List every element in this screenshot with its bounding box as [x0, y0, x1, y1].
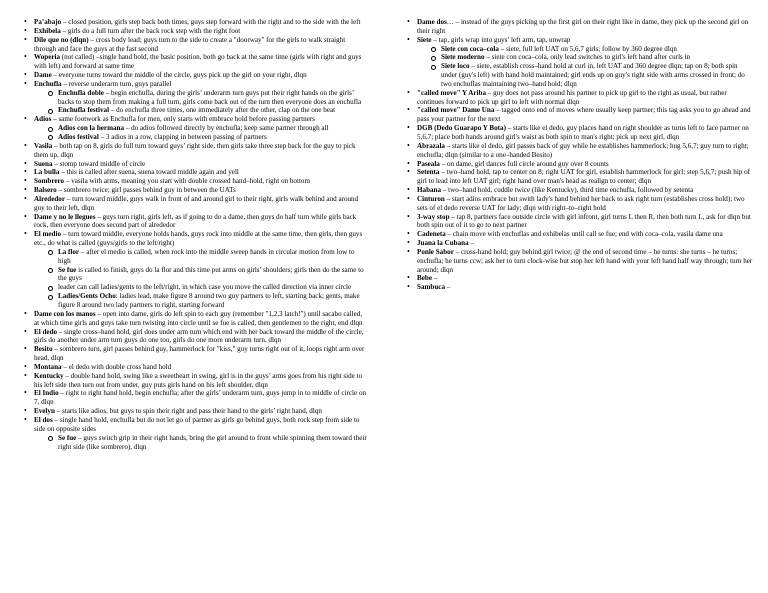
move-term: Dame dos	[417, 18, 447, 26]
move-term: Abrazala	[417, 141, 445, 150]
sub-move-list	[417, 45, 753, 89]
move-description: – single hand hold, enchufla but do not let go of partner as girls go behind guys, both rock step from side to side on opposite sides	[34, 415, 360, 433]
sub-move-description: leader can call ladies/gents to the left/right, in which case you move the called direction via inner circle	[58, 283, 352, 292]
move-term: Woperia	[34, 53, 61, 62]
move-term: Suena	[34, 159, 53, 168]
sub-move-list	[34, 248, 368, 310]
move-term: Dame con los manos	[34, 309, 96, 318]
move-entry	[22, 160, 368, 169]
move-description: – single cross–hand hold, girl does under arm turn which end with her back toward the middle of the circle, girls do another under arm turn guys do one too, girls do one more underarm turn, dlqn	[34, 327, 364, 345]
move-entry	[22, 186, 368, 195]
move-term: Cinturon	[417, 194, 445, 203]
move-entry	[22, 80, 368, 115]
sub-move-list	[34, 89, 368, 116]
move-description: … – instead of the guys picking up the first girl on their right like in dame, they pick up the second girl on their right	[417, 18, 749, 35]
move-entry	[22, 328, 368, 346]
sub-move-term: Enchufla festival	[58, 106, 110, 115]
move-term: Juana la Cubana	[417, 239, 469, 248]
sub-move-description: – do enchufla three times, one immediately after the other, clap on the one beat	[109, 106, 336, 115]
sub-move-description: – 3 adios in a row, clapping in between passing of partners	[98, 132, 267, 141]
sub-move-term: Siete moderno	[441, 53, 485, 62]
move-entry	[405, 160, 753, 169]
move-term: Paseala	[417, 159, 440, 168]
move-entry	[22, 168, 368, 177]
move-description: – open into dame, girls do left spin to each guy (remember "1,2,3 latch!") until sacabo called, at which time girls and guys take turn twisting into circle until se fue is called, then gentlemen to the right, end dlqn	[34, 309, 363, 327]
move-entry	[22, 71, 368, 80]
move-description: – stomp toward middle of circle	[52, 159, 146, 168]
sub-move-entry	[417, 53, 753, 62]
right-column	[405, 18, 753, 292]
move-term: Habana	[417, 186, 442, 195]
move-description: – right to right hand hold, begin enchufla; after the girls’ underarm turn, guys jump in to middle of circle on 7, dlqn	[34, 389, 367, 407]
sub-move-description: – begin enchufla, during the girls’ underarm turn guys put their right hands on the girls’ backs to stop them from making a full turn, girls come back out of the turn then everyone does an enchufla	[58, 88, 362, 106]
move-term: Pa’abajo	[34, 18, 62, 26]
move-description: –	[431, 274, 438, 283]
move-description: –	[468, 239, 474, 248]
move-term: Balsero	[34, 186, 57, 195]
move-description: – both tap on 8, girls do full turn toward guys’ right side, then girls take three step back for the guy to pick them up, dlqn	[34, 141, 356, 159]
move-term: El dedo	[34, 327, 58, 336]
move-entry	[22, 177, 368, 186]
sub-move-entry	[34, 106, 368, 115]
sub-move-entry	[34, 283, 368, 292]
move-entry	[22, 416, 368, 451]
move-term: Evelyn	[34, 407, 55, 416]
move-term: Siete	[417, 35, 432, 44]
move-description: – two–hand hold, cuddle twice (like Kentucky), third time enchufla, followed by setenta	[441, 186, 694, 195]
move-term: Vasila	[34, 141, 53, 150]
move-description: – everyone turns toward the middle of the circle, guys pick up the girl on your right, dlqn	[51, 71, 307, 80]
move-description: – starts like el dedo, guy places hand on right shoulder as turns left to face partner on 5,6,7; place both hands around girl's waist as both spin to man's right; pick up next girl, dlqn	[417, 124, 749, 141]
sub-move-description: – guys switch grip in their right hands, bring the girl around to front while spinning them toward their right side (like sombrero), dlqn	[58, 433, 367, 451]
move-description: – sombrero turn, girl passes behind guy, hammerlock for "kiss," guy turns right out of it, loops right arm over head, dlqn	[34, 345, 365, 363]
move-description: – starts like el dedo, girl passes back of guy while he establishes hammerlock; hug 5,6,7; guy turn to right; enchufla; dlqn (similar to a one–handed Besito)	[417, 141, 749, 159]
move-description: –	[445, 283, 451, 292]
sub-move-term: Ladies/Gents Ocho	[58, 292, 116, 301]
move-entry	[405, 89, 753, 107]
move-description: – el dedo with double cross hand hold	[61, 362, 172, 371]
move-term: DGB (Dedo Guarapo Y Bota)	[417, 124, 506, 133]
sub-move-term: Siete loco	[441, 62, 470, 71]
sub-move-description: – siete con coca–cola, only lead switches to girl's left hand after curls in	[484, 53, 691, 62]
sub-move-term: Enchufla doble	[58, 88, 104, 97]
move-term: Enchufla	[34, 79, 62, 88]
move-entry	[22, 407, 368, 416]
move-description: – closed position, girls step back both times, guys step forward with the right and to the side with the left	[61, 18, 361, 26]
move-term: Dame	[34, 71, 52, 80]
sub-move-list	[34, 124, 368, 142]
move-entry	[405, 213, 753, 231]
move-entry	[405, 274, 753, 283]
move-entry	[405, 195, 753, 213]
move-description: – cross-hand hold; guy behind girl twice; @ the end of second time – he turns: she turns – he turns; enchufla; he turns ccw; ask her to turn clock-wise but stop her left hand with your left hand half way through; turn her around; dlqn	[417, 247, 753, 274]
move-description: – turn toward middle, everyone holds hands, guys rock into middle at the same time, then girls, then guys etc., do what is called (guys/girls to the left/right)	[34, 230, 363, 248]
move-description: – two–hand hold, tap to center on 8; right UAT for girl, establish hammerlock for girl; step 5,6,7; push hip of girl to lead into left UAT girl; right hand over man's head as realign to center; dlqn	[417, 168, 751, 186]
move-description: – double hand hold, swing like a sweetheart in swing, girl is in the guys’ arms goes from his right side to his left side then turn out from under, guy puts girls hand on his left shoulder, dlqn	[34, 371, 363, 389]
sub-move-term: Siete con coca–cola	[441, 44, 499, 53]
move-entry	[405, 230, 753, 239]
sub-move-entry	[417, 62, 753, 89]
move-term: Dame y no le llegues	[34, 212, 96, 221]
sub-move-description: – siete, full left UAT on 5,6,7 girls; follow by 360 degree dlqn	[498, 44, 677, 53]
move-entry	[405, 248, 753, 275]
move-description: – on dame, girl dances full circle around guy over 8 counts	[439, 159, 609, 168]
sub-move-list	[34, 434, 368, 452]
move-term: Sambuca	[417, 283, 445, 292]
move-term: "called move" Dame Una	[417, 106, 495, 115]
sub-move-description: – after el medio is called, when rock into the middle sweep hands in circular motion from low to high	[58, 247, 355, 265]
move-description: – guys turn right, girls left, as if going to do a dame, then guys do half turn while girls back rock, then everyone does second part of alrededor	[34, 212, 357, 230]
move-description: – this is called after suena, suena toward middle again and yell	[59, 168, 239, 177]
move-description: (not called) –single hand hold, the basic position, both go back at the same time (girls with right and guys with left) and forward at same time	[34, 53, 362, 71]
move-term: Alrededor	[34, 194, 65, 203]
move-term: La bulla	[34, 168, 60, 177]
move-entry	[22, 310, 368, 328]
move-description: – tap, girls wrap into guys’ left arm, tap, unwrap	[431, 35, 571, 44]
sub-move-entry	[417, 45, 753, 54]
move-term: Kentucky	[34, 371, 64, 380]
move-entry	[22, 389, 368, 407]
move-term: Exhibela	[34, 26, 61, 35]
move-entry	[405, 36, 753, 89]
move-entry	[22, 195, 368, 213]
sub-move-term: Se fue	[58, 433, 77, 442]
sub-move-entry	[34, 89, 368, 107]
move-term: "called move" Y Ariba	[417, 88, 487, 97]
move-term: Adios	[34, 115, 52, 124]
sub-move-description: is called to finish, guys do la flor and this time put arms on girls’ shoulders; girls then do the same to the guys	[58, 265, 364, 283]
move-description: – cross body lead; guys turn to the side to create a "doorway" for the girls to walk straight through and face the guys at the fast second	[34, 35, 346, 53]
sub-move-entry	[34, 124, 368, 133]
move-entry	[22, 372, 368, 390]
move-term: Setenta	[417, 168, 440, 177]
move-list-right	[405, 18, 753, 292]
move-term: Montana	[34, 362, 62, 371]
move-description: – reverse underarm turn, guys parallel	[61, 79, 172, 88]
move-description: – vasila with arms, meaning you start with double crossed hand–hold, right on bottom	[64, 177, 310, 186]
move-description: – same footwork as Enchufla for men, only starts with embrace hold before passing partners	[51, 115, 315, 124]
move-term: Bebe	[417, 274, 432, 283]
move-description: – girls do a full turn after the back rock step with the right foot	[60, 26, 241, 35]
move-entry	[22, 363, 368, 372]
sub-move-description: : ladies lead, make figure 8 around two guy partners to left, starting back; gents, make figure 8 around two lady partners to right, starting forward	[58, 292, 360, 309]
move-entry	[405, 186, 753, 195]
move-list-left	[22, 18, 368, 451]
sub-move-entry	[34, 248, 368, 266]
move-entry	[405, 124, 753, 142]
move-description: – sombrero twice; girl passes behind guy in between the UATs	[56, 186, 236, 195]
sub-move-entry	[34, 266, 368, 284]
sub-move-term: Adios festival	[58, 132, 99, 141]
move-description: – starts like adios, but guys to spin their right and pass their hand to the girls’ right hand, dlqn	[54, 407, 322, 416]
sub-move-entry	[34, 434, 368, 452]
sub-move-term: Adios con la hermana	[58, 124, 125, 133]
move-entry	[22, 230, 368, 310]
sub-move-description: – siete, establish cross–hand hold at curl in, left UAT and 360 degree dlqn; tap on 8; both spin under (guy's left) with hand hold maintained; girl ends up on guy's right side with arms crossed in front; do two enchuflas maintaining two–hand hold; dlqn	[441, 62, 745, 88]
move-description: – tagged onto end of moves where usually keep partner; this tag asks you to go ahead and pass your partner for the next	[417, 106, 751, 124]
sub-move-entry	[34, 292, 368, 310]
left-column	[22, 18, 368, 451]
move-term: Cadeneta	[417, 230, 446, 239]
move-entry	[405, 283, 753, 292]
move-entry	[405, 18, 753, 36]
sub-move-description: – do adios followed directly by enchufla; keep same partner through all	[124, 124, 329, 133]
move-entry	[22, 36, 368, 54]
move-term: 3-way stop	[417, 212, 450, 221]
move-term: Ponle Sabor	[417, 247, 454, 256]
move-term: El dos	[34, 415, 53, 424]
move-entry	[405, 168, 753, 186]
move-description: – start adios embrace but swith lady's hand behind her back to ask right turn (establishes cross hold); two sets of el dedo reverse UAT for lady; dlqn with right–to–right hold	[417, 194, 745, 212]
move-entry	[405, 142, 753, 160]
move-entry	[22, 345, 368, 363]
move-entry	[405, 239, 753, 248]
move-term: Dile que no (dlqn)	[34, 35, 89, 44]
move-term: Besito	[34, 345, 53, 354]
move-entry	[22, 142, 368, 160]
move-term: Sombrero	[34, 177, 65, 186]
move-term: El medio	[34, 230, 61, 239]
move-entry	[22, 115, 368, 142]
move-entry	[22, 53, 368, 71]
move-entry	[405, 106, 753, 124]
move-entry	[22, 27, 368, 36]
sub-move-term: Se fue	[58, 265, 77, 274]
move-entry	[22, 213, 368, 231]
sub-move-entry	[34, 133, 368, 142]
move-description: – chain move with enchuflas and exhibelas until call se fue; end with coca–cola, vasila dame una	[445, 230, 723, 239]
move-term: El Indio	[34, 389, 59, 398]
move-description: – tap 8, partners face outside circle with girl infront, girl turns L then R, then both turn L, ask for dlqn but both spin out of it to go to next partner	[417, 212, 751, 230]
move-entry	[22, 18, 368, 27]
sub-move-term: La flor	[58, 247, 80, 256]
move-description: – turn toward middle, guys walk in front of and around girl to their right, girls walk behind and around guy to their left, dlqn	[34, 194, 359, 212]
move-description: – guy does not pass around his partner to pick up girl to the right as usual, but rather continues forward to pick up girl to left with normal dlqn	[417, 88, 727, 106]
